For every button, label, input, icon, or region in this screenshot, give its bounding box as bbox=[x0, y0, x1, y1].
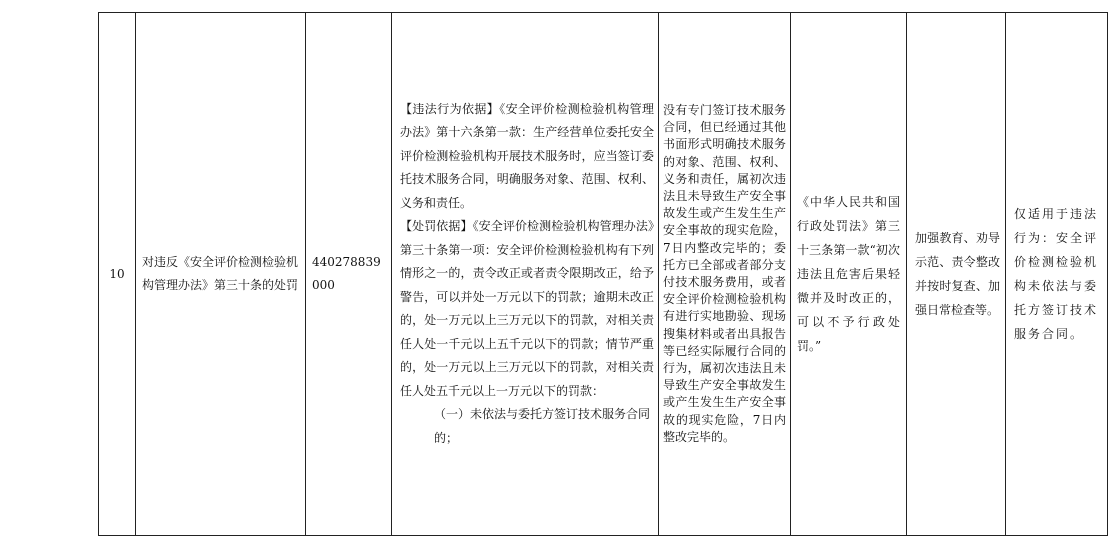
item-name: 对违反《安全评价检测检验机构管理办法》第三十条的处罚 bbox=[136, 13, 306, 536]
exemption-conditions: 没有专门签订技术服务合同，但已经通过其他书面形式明确技术服务的对象、范围、权利、义务和责任，属初次违法且未导致生产安全事故发生或产生发生生产安全事故的现实危险，7日内整改完毕的；委托方已全部或者部分支付技术服务费用，或者安全评价检测检验机构有进行实地勘验、现场搜集材料或者出具报告等已经实际履行合同的行为，属初次违法且未导致生产安全事故发生或产生发生生产安全事故的现实危险，7日内整改完毕的。 bbox=[659, 13, 791, 536]
applicable-scope: 仅适用于违法行为：安全评价检测检验机构未依法与委托方签订技术服务合同。 bbox=[1006, 13, 1108, 536]
follow-up-measures: 加强教育、劝导示范、责令整改并按时复查、加强日常检查等。 bbox=[907, 13, 1006, 536]
violation-basis: 【违法行为依据】《安全评价检测检验机构管理办法》第十六条第一款：生产经营单位委托安全评价检测检验机构开展技术服务时，应当签订委托技术服务合同，明确服务对象、范围、权利、义务和责任。 bbox=[400, 101, 654, 210]
legal-basis: 《中华人民共和国行政处罚法》第三十三条第一款“初次违法且危害后果轻微并及时改正的，可以不予行政处罚。” bbox=[791, 13, 907, 536]
penalty-item-one: （一）未依法与委托方签订技术服务合同的； bbox=[434, 407, 651, 445]
table-row bbox=[99, 13, 1108, 536]
row-number: 10 bbox=[99, 13, 136, 536]
penalty-basis: 【处罚依据】《安全评价检测检验机构管理办法》第三十条第一项：安全评价检测检验机构有下列情形之一的，责令改正或者责令限期改正，给予警告，可以并处一万元以下的罚款；逾期未改正的，处一万元以上三万元以下的罚款，对相关责任人处一千元以上五千元以下的罚款；情节严重的，处一万元以上三万元以下的罚款，对相关责任人处五千元以上一万元以下的罚款： bbox=[400, 219, 654, 398]
item-code: 440278839000 bbox=[306, 13, 392, 536]
basis-cell bbox=[392, 13, 659, 536]
penalty-table bbox=[98, 12, 1108, 536]
